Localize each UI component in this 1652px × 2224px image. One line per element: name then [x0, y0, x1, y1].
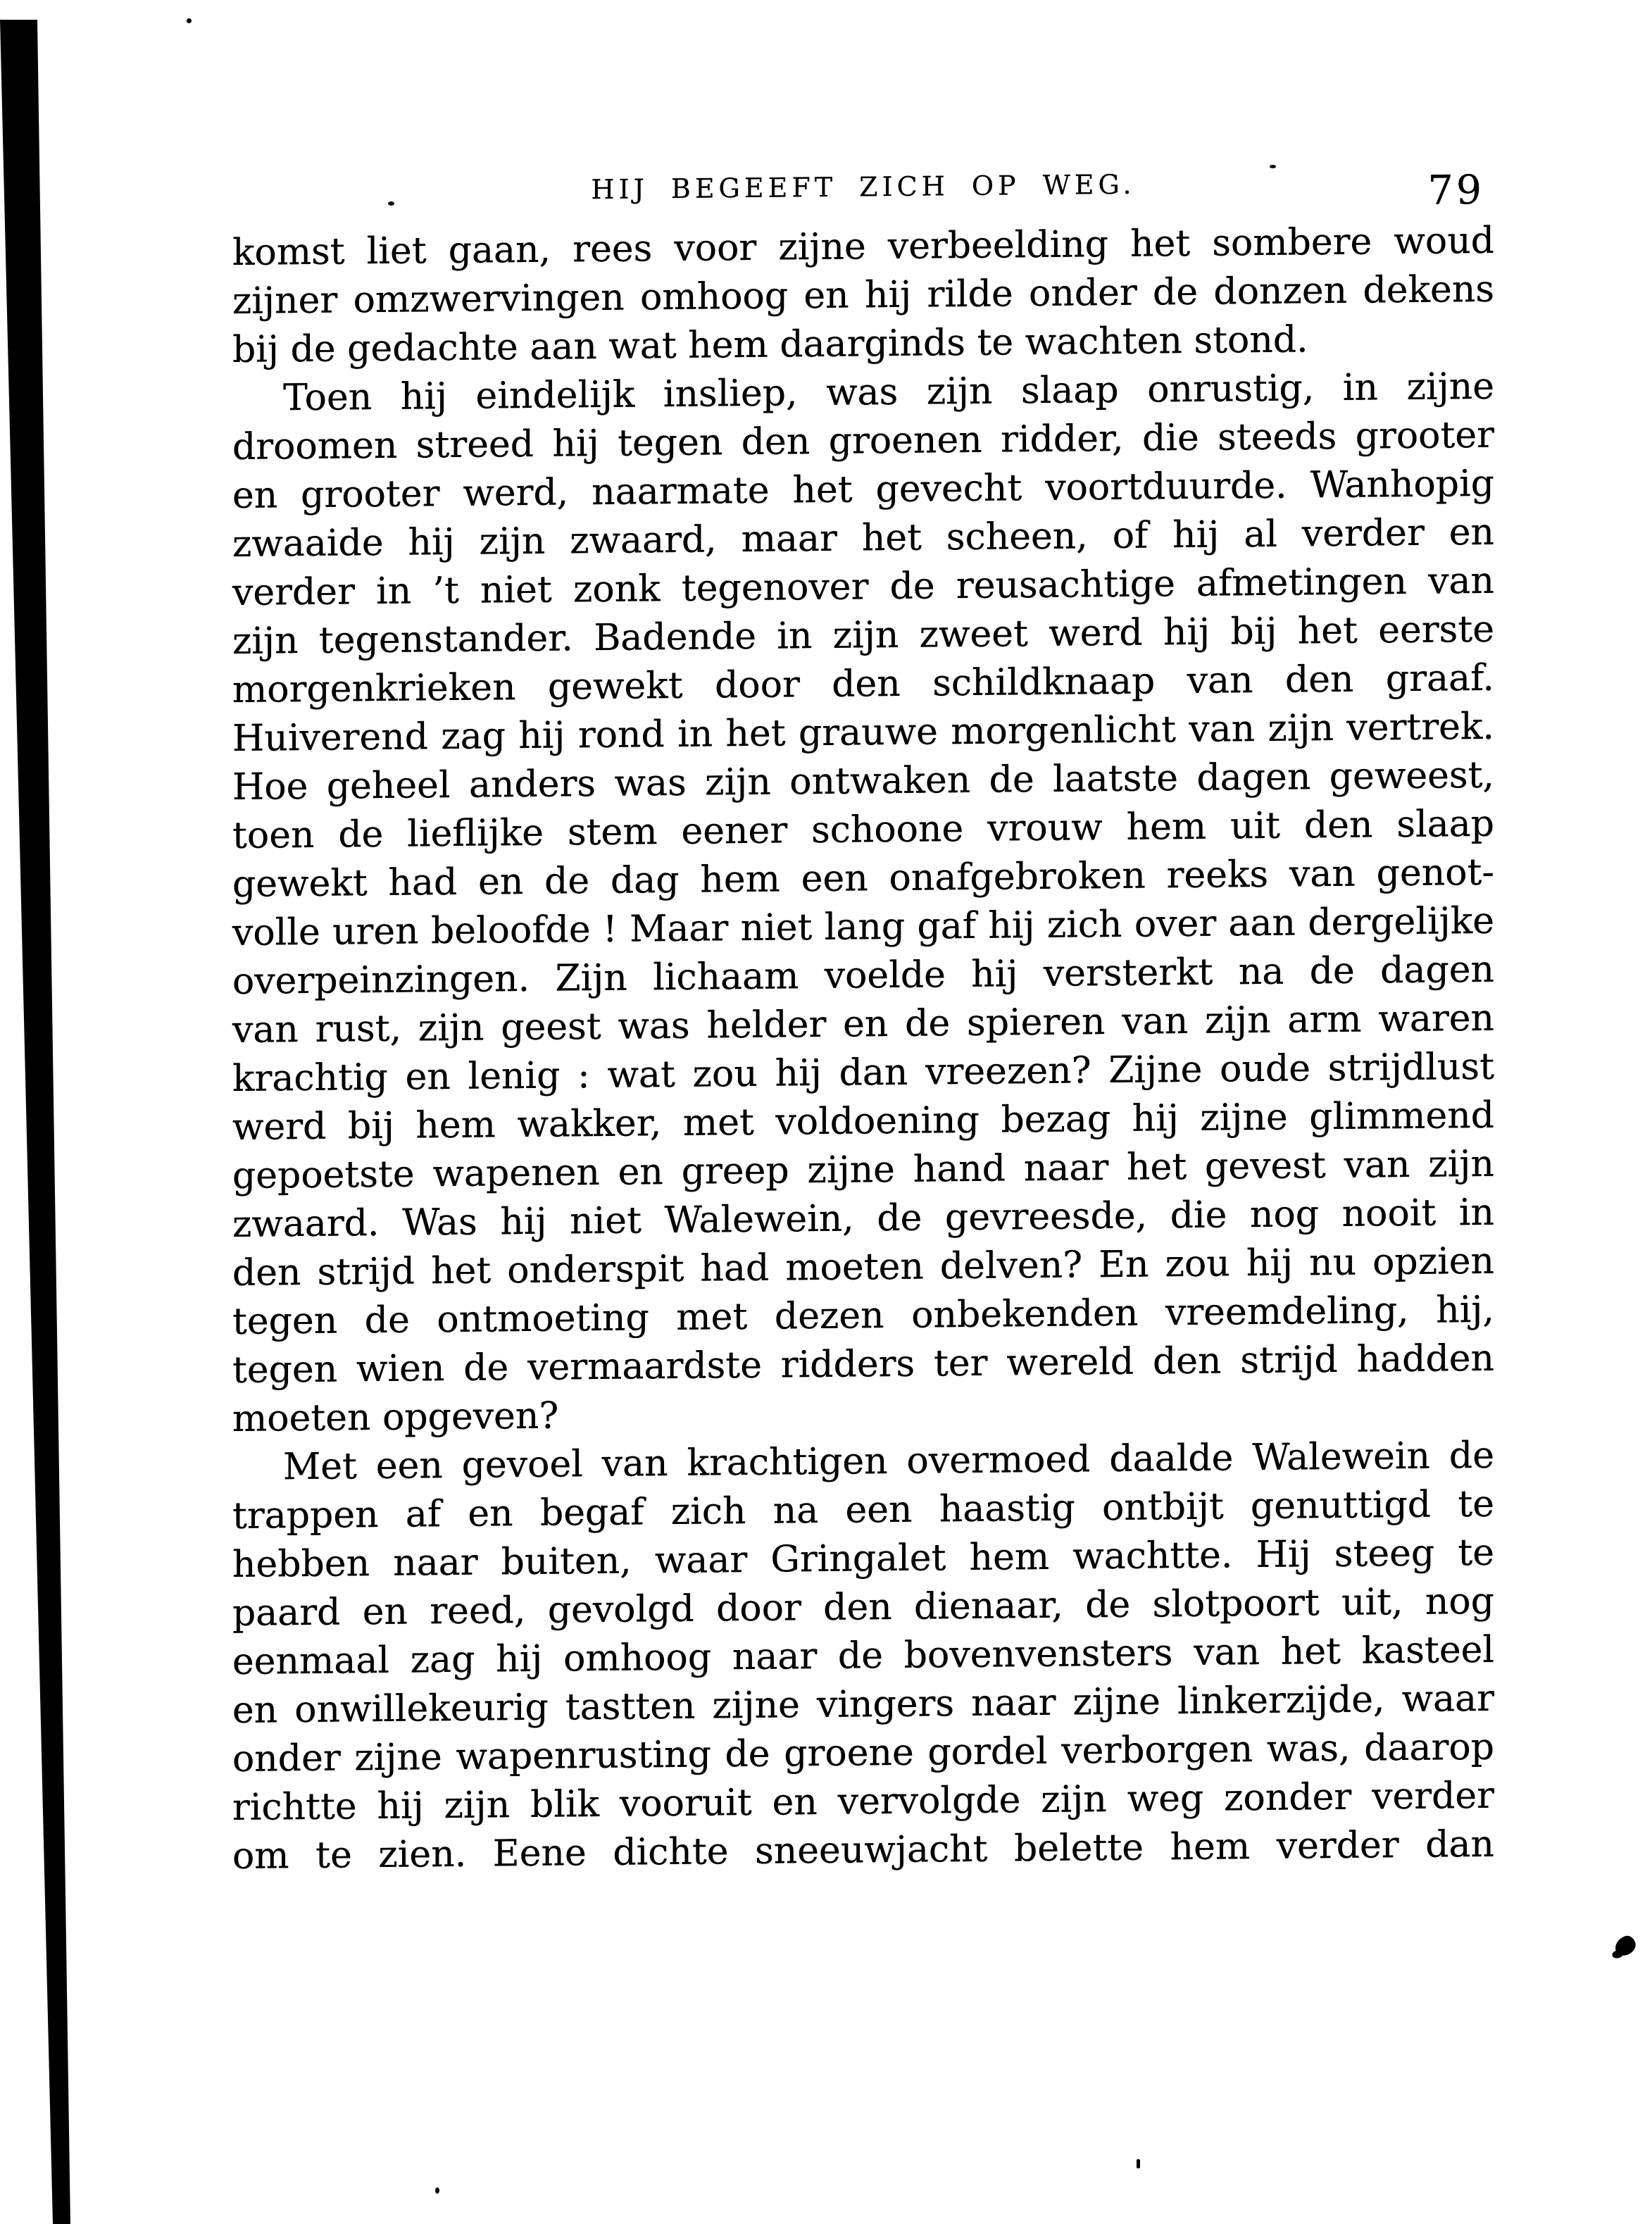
text-line: tegen de ontmoeting met dezen onbekenden vreemdeling, hij,	[232, 1288, 1494, 1343]
text-line: en onwillekeurig tastten zijne vingers naar zijne linkerzijde, waar	[232, 1677, 1494, 1732]
text-line: verder in ’t niet zonk tegenover de reusachtige afmetingen van	[232, 559, 1494, 614]
ink-speck	[1270, 165, 1276, 168]
text-line: zijner omzwervingen omhoog en hij rilde onder de donzen dekens	[232, 268, 1494, 323]
text-line: paard en reed, gevolgd door den dienaar, de slotpoort uit, nog	[232, 1580, 1494, 1635]
text-line: den strijd het onderspit had moeten delven? En zou hij nu opzien	[232, 1239, 1494, 1294]
text-line: volle uren beloofde ! Maar niet lang gaf hij zich over aan dergelijke	[232, 899, 1494, 954]
text-line: eenmaal zag hij omhoog naar de bovenvensters van het kasteel	[232, 1628, 1494, 1683]
text-line: overpeinzingen. Zijn lichaam voelde hij versterkt na de dagen	[232, 948, 1494, 1003]
ink-speck	[187, 18, 192, 23]
text-line: krachtig en lenig : wat zou hij dan vreezen? Zijne oude strijdlust	[232, 1045, 1494, 1100]
text-line: van rust, zijn geest was helder en de spieren van zijn arm waren	[232, 997, 1494, 1051]
text-line: Met een gevoel van krachtigen overmoed daalde Walewein de	[283, 1434, 1494, 1489]
text-line: Toen hij eindelijk insliep, was zijn slaap onrustig, in zijne	[283, 365, 1494, 420]
page-number: 79	[1427, 166, 1484, 214]
text-line: Huiverend zag hij rond in het grauwe morgenlicht van zijn vertrek.	[232, 705, 1494, 760]
text-line: om te zien. Eene dichte sneeuwjacht belette hem verder dan	[232, 1823, 1494, 1878]
text-line: trappen af en begaf zich na een haastig ontbijt genuttigd te	[232, 1482, 1494, 1537]
text-line: droomen streed hij tegen den groenen ridder, die steeds grooter	[232, 413, 1494, 468]
ink-speck	[388, 201, 394, 206]
text-line: richtte hij zijn blik vooruit en vervolgde zijn weg zonder verder	[232, 1774, 1494, 1829]
text-line: zwaard. Was hij niet Walewein, de gevreesde, die nog nooit in	[232, 1191, 1494, 1246]
text-line: werd bij hem wakker, met voldoening bezag hij zijne glimmend	[232, 1094, 1494, 1149]
text-line: gepoetste wapenen en greep zijne hand naar het gevest van zijn	[232, 1142, 1494, 1197]
text-line: Hoe geheel anders was zijn ontwaken de laatste dagen geweest,	[232, 754, 1494, 808]
text-line: hebben naar buiten, waar Gringalet hem wachtte. Hij steeg te	[232, 1531, 1494, 1586]
running-header	[232, 151, 1494, 227]
text-line: zijn tegenstander. Badende in zijn zweet werd hij bij het eerste	[232, 608, 1494, 663]
text-line: tegen wien de vermaardste ridders ter wereld den strijd hadden	[232, 1337, 1494, 1392]
text-line: morgenkrieken gewekt door den schildknaap van den graaf.	[232, 656, 1494, 711]
ink-speck	[435, 2187, 439, 2194]
body-text	[232, 217, 1494, 1881]
text-line: toen de lieflijke stem eener schoone vrouw hem uit den slaap	[232, 802, 1494, 857]
text-line: onder zijne wapenrusting de groene gordel verborgen was, daarop	[232, 1725, 1494, 1780]
text-line: moeten opgeven?	[232, 1394, 559, 1440]
ink-speck	[1137, 2159, 1140, 2168]
text-line: komst liet gaan, rees voor zijne verbeelding het sombere woud	[232, 219, 1494, 274]
text-line: en grooter werd, naarmate het gevecht voortduurde. Wanhopig	[232, 462, 1494, 517]
text-line: bij de gedachte aan wat hem daarginds te wachten stond.	[232, 318, 1308, 371]
text-line: gewekt had en de dag hem een onafgebroken reeks van genot-	[232, 851, 1494, 906]
text-line: zwaaide hij zijn zwaard, maar het scheen, of hij al verder en	[232, 511, 1494, 566]
chapter-running-title: HIJ BEGEEFT ZICH OP WEG.	[591, 168, 1136, 206]
